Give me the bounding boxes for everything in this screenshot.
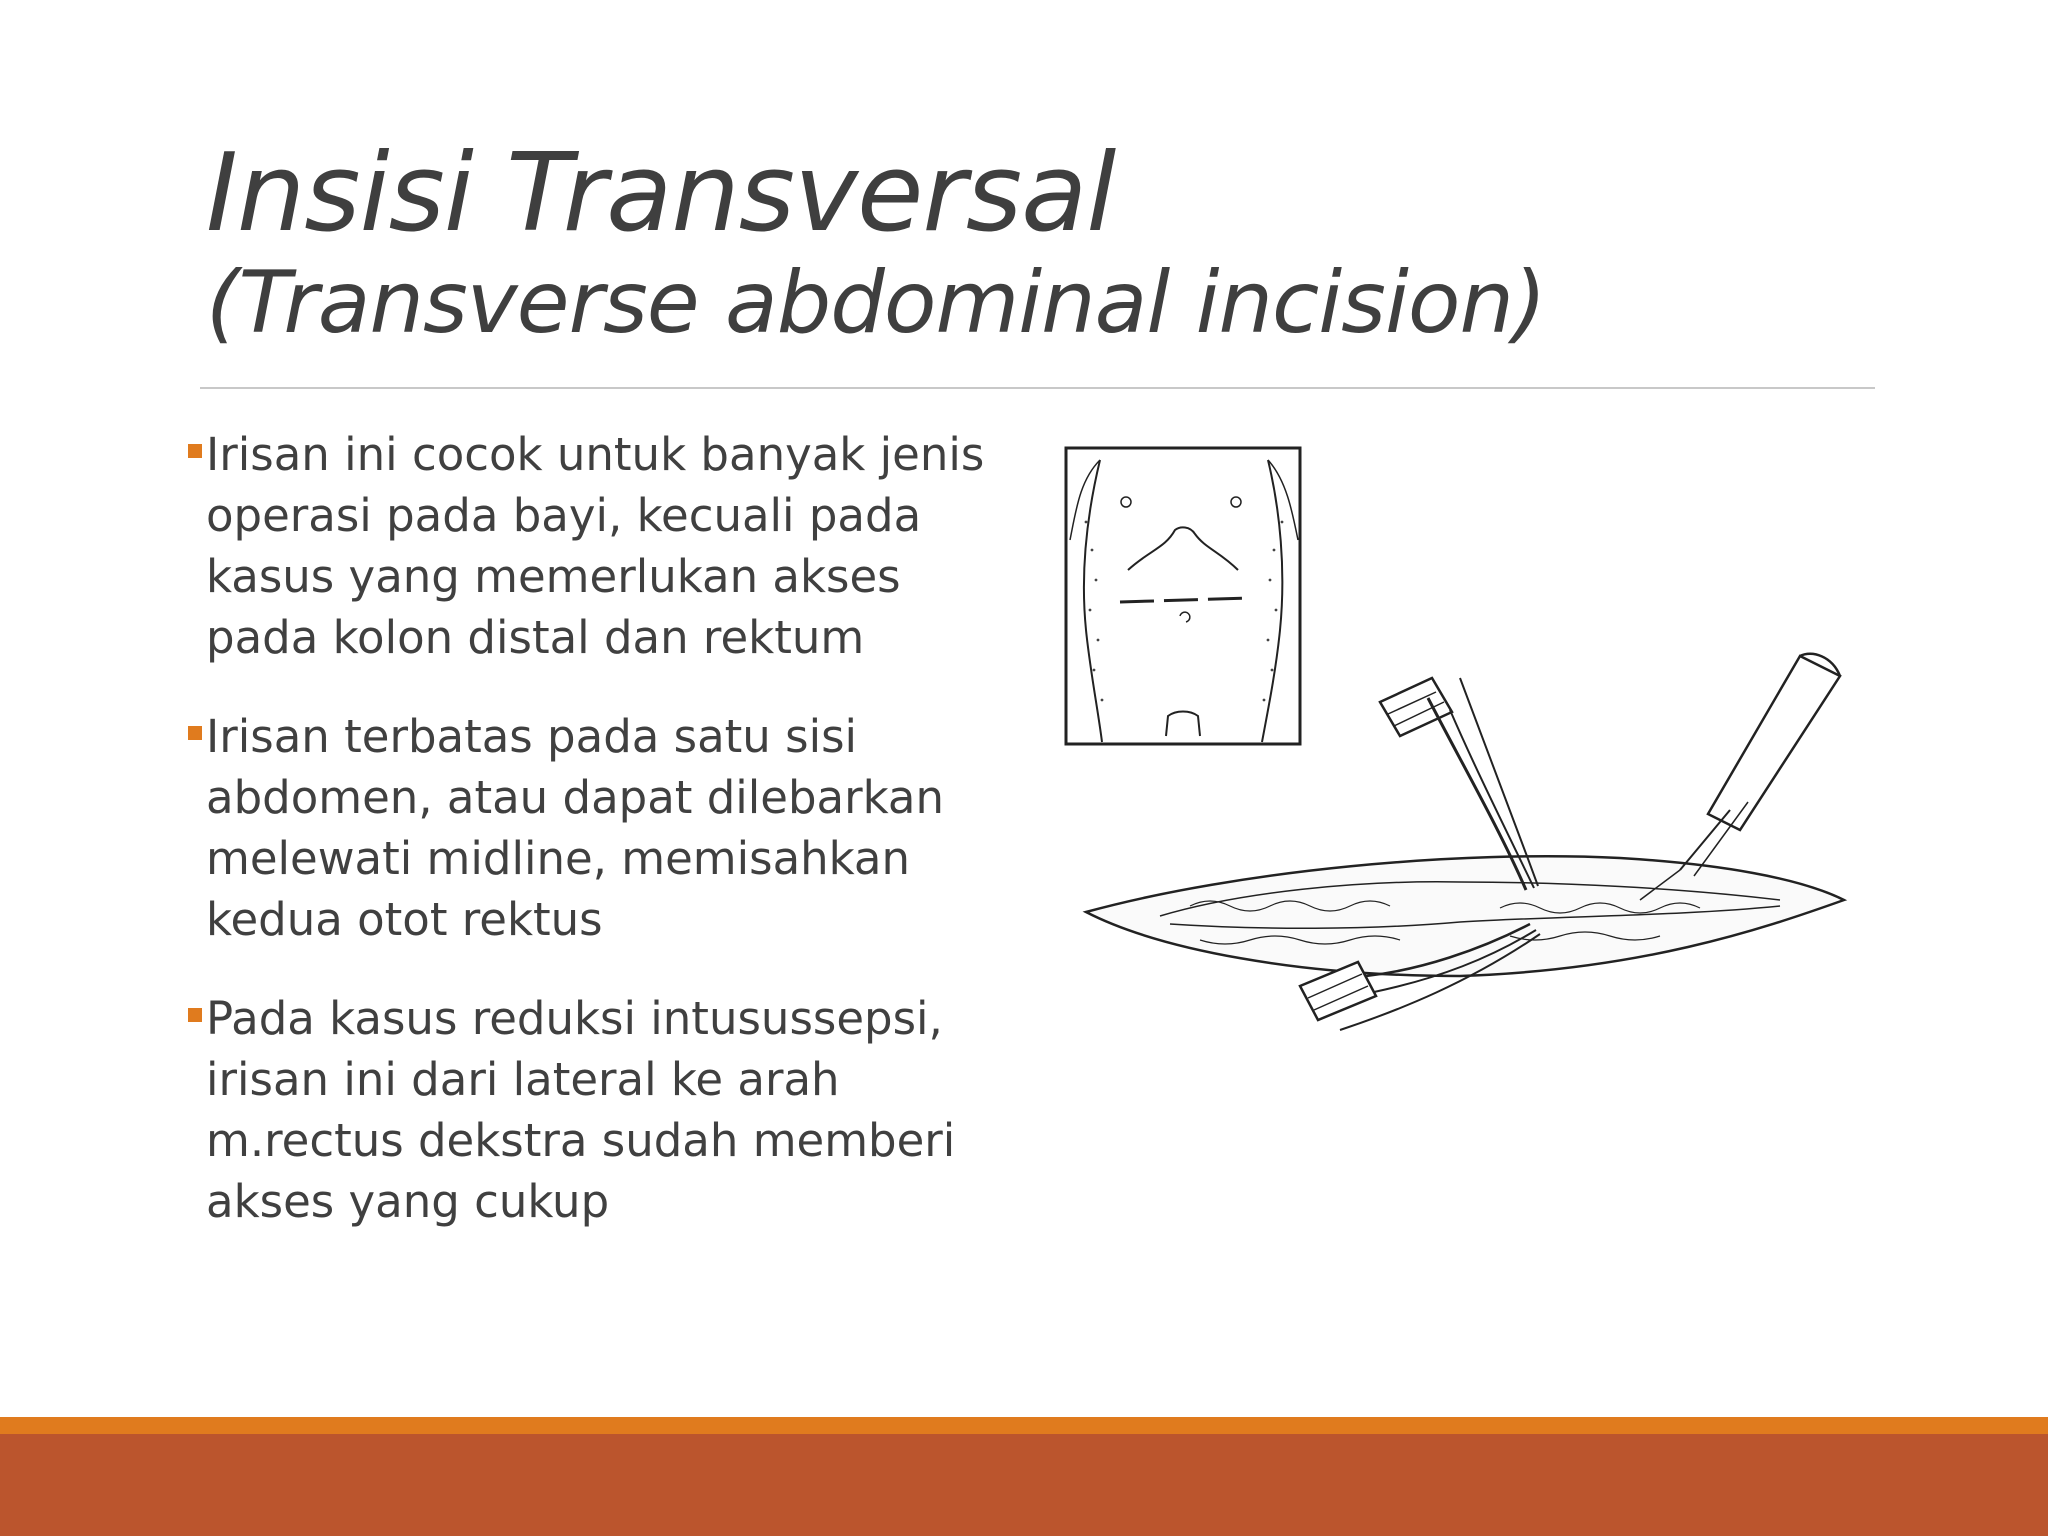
square-bullet-icon [188,726,202,740]
footer-accent-stripe [0,1417,2048,1434]
bullet-text: Irisan terbatas pada satu sisi abdomen, atau dapat dilebarkan melewati midline, memisahkan kedua otot rektus [206,710,944,946]
bullet-text: Pada kasus reduksi intusussepsi, irisan ini dari lateral ke arah m.rectus dekstra sudah memberi akses yang cukup [206,992,956,1228]
title-main: Insisi Transversal [206,131,1116,256]
title-divider [200,387,1875,389]
bullet-item [186,706,1026,950]
footer-bar [0,1434,2048,1536]
torso-inset-illustration [1066,448,1300,744]
bullet-text: Irisan ini cocok untuk banyak jenis operasi pada bayi, kecuali pada kasus yang memerlukan akses pada kolon distal dan rektum [206,428,985,664]
bullet-item [186,988,1026,1232]
square-bullet-icon [188,1008,202,1022]
title-subtitle: (Transverse abdominal incision) [206,252,1546,353]
bullet-list [186,424,1026,1270]
square-bullet-icon [188,444,202,458]
slide-title [206,131,1546,353]
bullet-item [186,424,1026,668]
incision-illustration [1086,856,1844,976]
surgical-illustration [1040,430,1920,1080]
